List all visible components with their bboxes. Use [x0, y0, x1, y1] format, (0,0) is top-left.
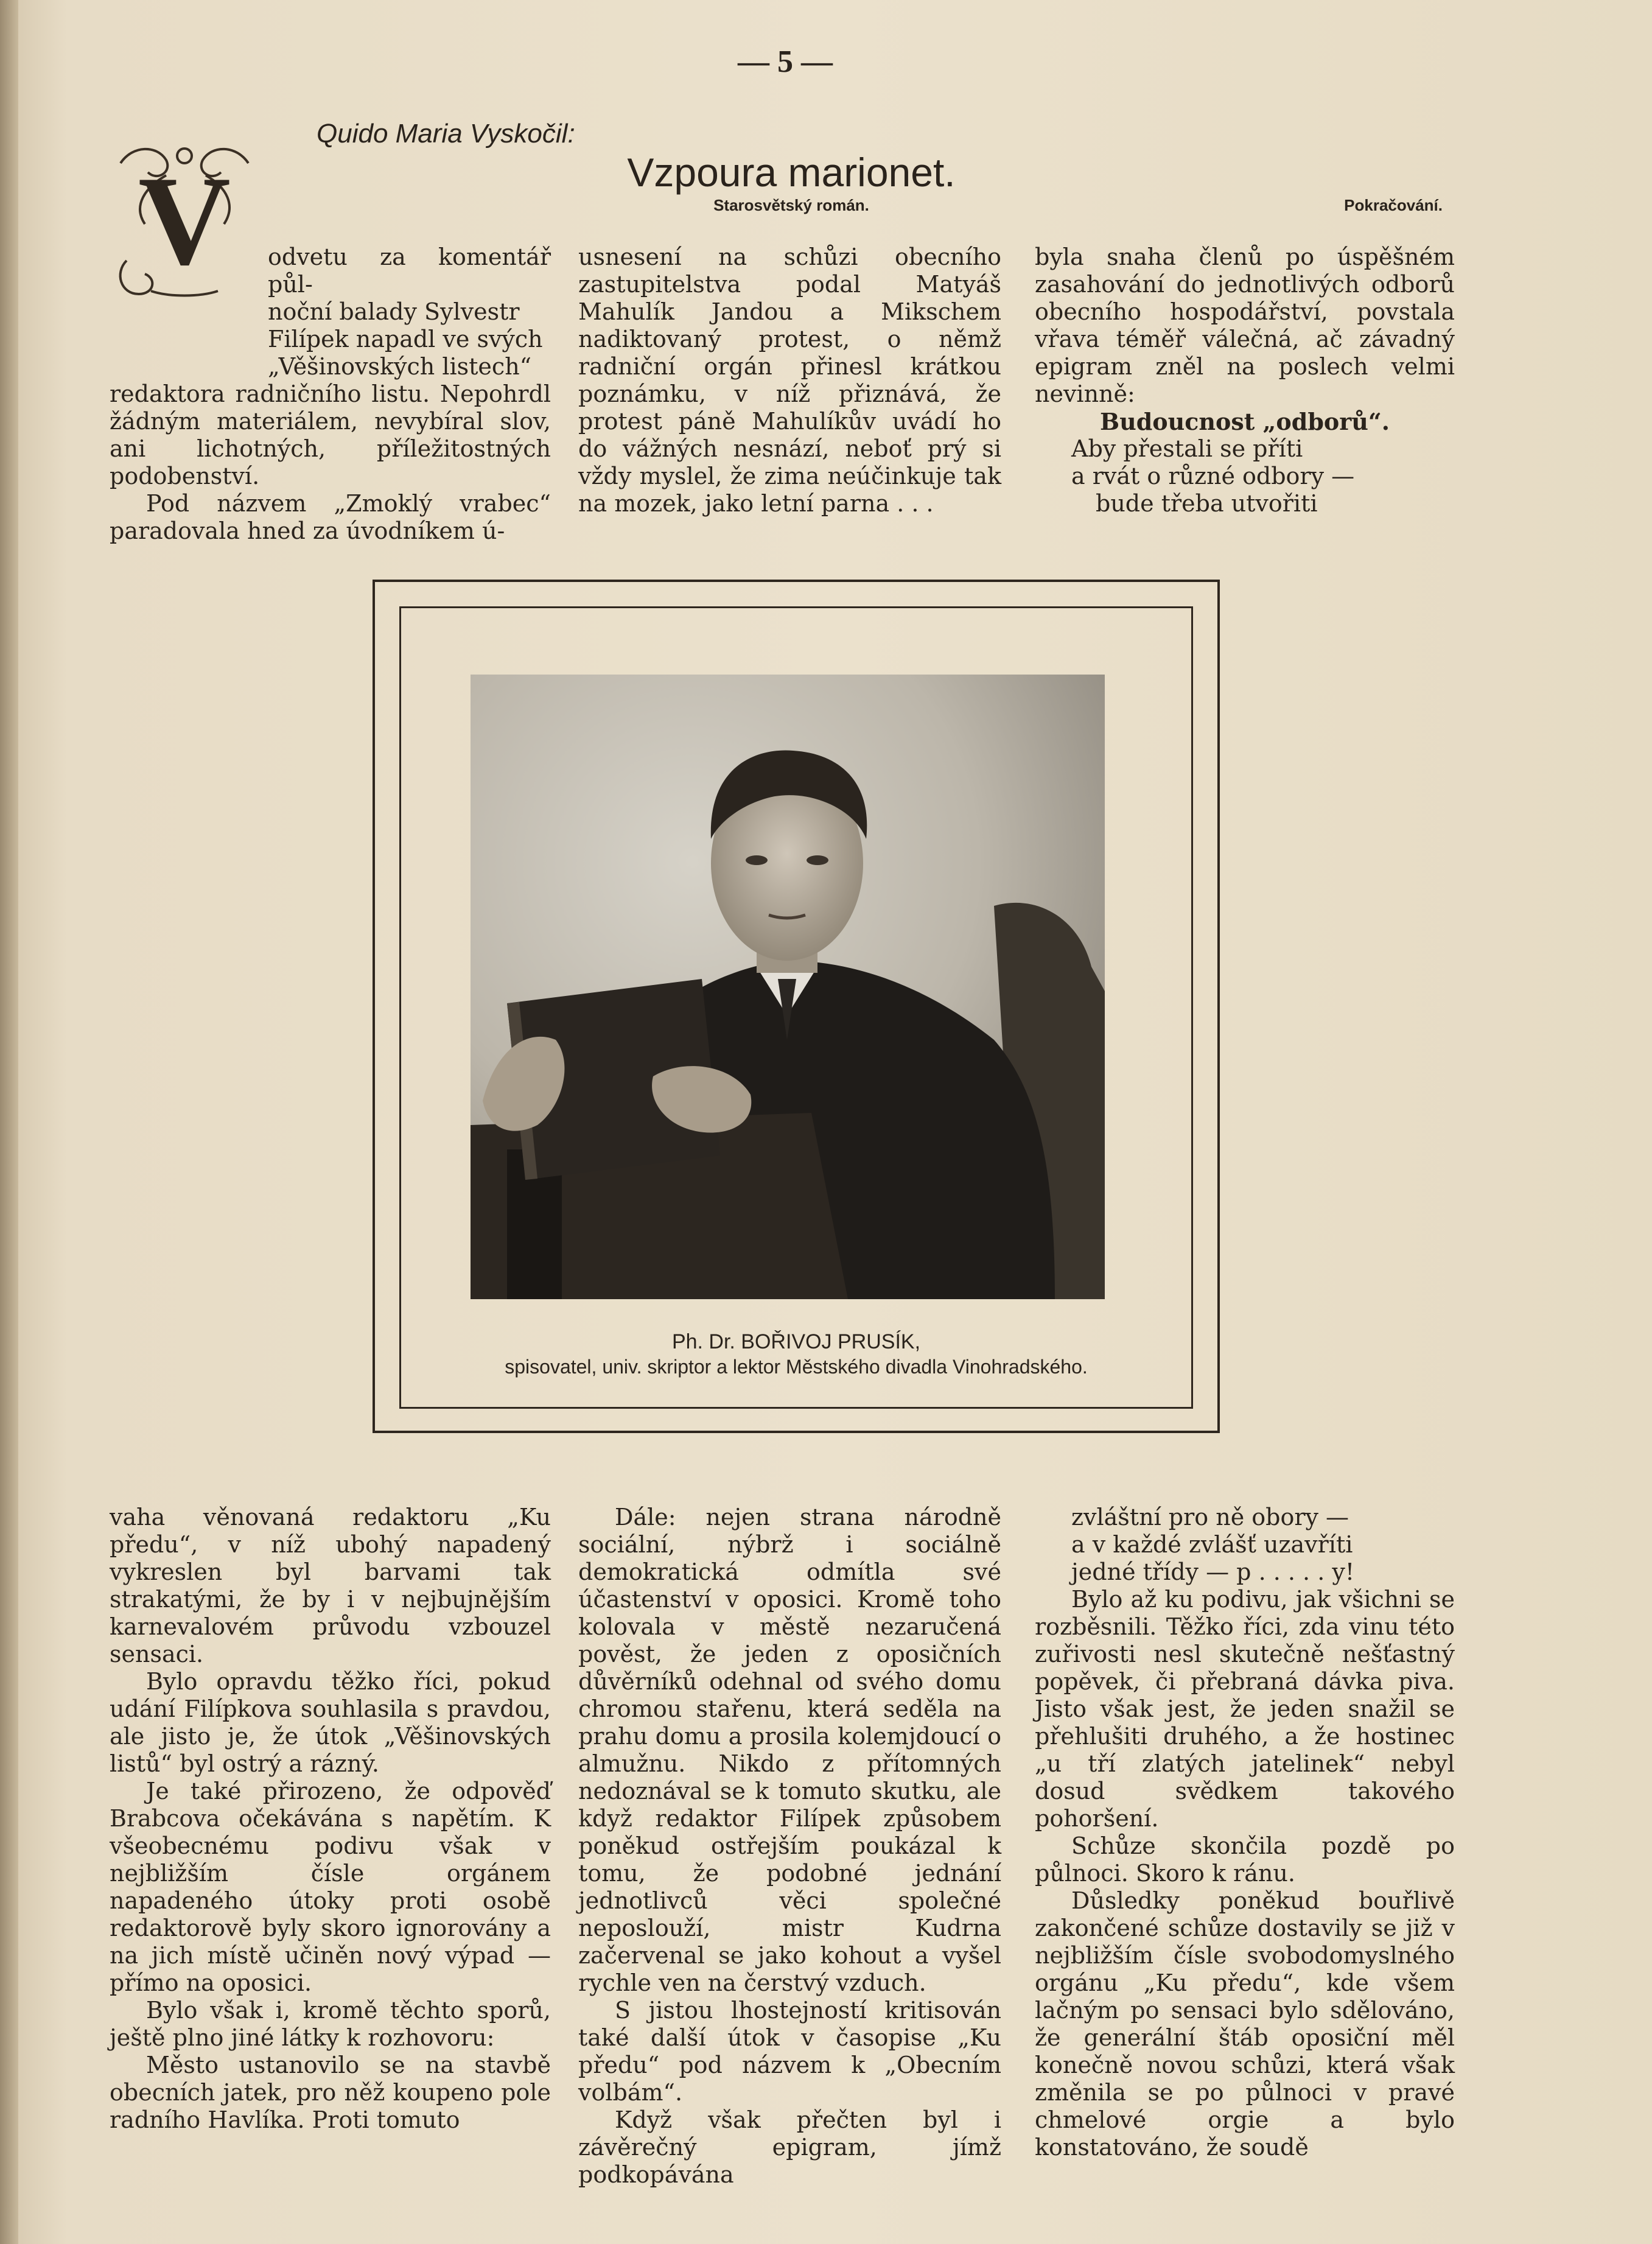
- page-number: — 5 —: [738, 44, 833, 79]
- continued-label: Pokračování.: [1344, 196, 1443, 214]
- paragraph: Když však přečten byl i závěrečný epigram, jímž podkopávána: [578, 2106, 1001, 2188]
- author-name: Quido Maria Vyskočil:: [317, 119, 575, 149]
- photo-caption-name: Ph. Dr. BOŘIVOJ PRUSÍK,: [671, 1330, 921, 1353]
- paragraph: vaha věnovaná redaktoru „Ku předu“, v níž ubohý napadený vykreslen byl barvami tak strakatými, že by i v nejbujnějším karnevalovém průvodu vzbouzel sensaci.: [110, 1504, 551, 1667]
- verse-line: a rvát o různé odbory —: [1071, 463, 1355, 489]
- paragraph: byla snaha členů po úspěšném zasahování do jednotlivých odborů obecního hospodářství, povstala vřava téměř válečná, ač závadný epigram zněl na poslech velmi nevinně:: [1035, 244, 1455, 407]
- paragraph: Bylo však i, kromě těchto sporů, ještě plno jiné látky k rozhovoru:: [110, 1997, 551, 2051]
- paragraph: Schůze skončila pozdě po půlnoci. Skoro k ránu.: [1035, 1832, 1455, 1887]
- paragraph: Pod názvem „Zmoklý vrabec“ paradovala hned za úvodníkem ú-: [110, 490, 551, 544]
- paragraph: S jistou lhostejností kritisován také další útok v časopise „Ku předu“ pod názvem k „Obecním volbám“.: [578, 1997, 1001, 2106]
- top-column-2: [578, 244, 1001, 517]
- verse-line: bude třeba utvořiti: [1096, 490, 1318, 517]
- paragraph: usnesení na schůzi obecního zastupitelstva podal Matyáš Mahulík Jandou a Mikschem nadiktovaný protest, o němž radniční orgán přinesl krátkou poznámku, v níž přiznává, že protest páně Mahulíkův uvádí ho do vážných nesnází, neboť prý si vždy myslel, že zima neúčinkuje tak na mozek, jako letní parna . . .: [578, 244, 1001, 517]
- paragraph: Bylo až ku podivu, jak všichni se rozběsnili. Těžko říci, zda vinu této zuřivosti nesl skutečně nešťastný popěvek, či přebraná dávka piva. Jisto však jest, že jeden snažil se přehlušiti druhého, a že hostinec „u tří zlatých jatelinek“ nebyl dosud svědkem takového pohoršení.: [1035, 1586, 1455, 1832]
- paragraph: Filípek napadl ve svých: [268, 326, 543, 352]
- paragraph: Dále: nejen strana národně sociální, nýbrž i sociálně demokratická odmítla své účastenství v oposici. Kromě toho kolovala v městě nezaručená pověst, že jeden z oposičních důvěrníků odehnal od svého domu chromou stařenu, která seděla na prahu domu a prosila kolemjdoucí o almužnu. Nikdo z přítomných nedoznával se k tomuto skutku, ale když redaktor Filípek způsobem poněkud ostřejším poukázal k tomu, že podobné jednání jednotlivců věci společné neposlouží, mistr Kudrna začervenal se jako kohout a vyšel rychle ven na čerstvý vzduch.: [578, 1504, 1001, 1996]
- top-column-3: [1035, 244, 1455, 517]
- verse-line: zvláštní pro ně obory —: [1071, 1504, 1349, 1530]
- portrait-photo: [471, 675, 1105, 1299]
- bottom-column-1: [110, 1504, 551, 2134]
- paragraph: Důsledky poněkud bouřlivě zakončené schůze dostavily se již v nejbližším čísle svobodomyslného orgánu „Ku předu“, kde všem lačným po sensaci bylo sdělováno, že generální štáb oposiční měl konečně novou schůzi, která však změnila se po půlnoci v pravé chmelové orgie a bylo konstatováno, že soudě: [1035, 1887, 1455, 2161]
- photo-caption-description: spisovatel, univ. skriptor a lektor Městského divadla Vinohradského.: [505, 1356, 1088, 1378]
- top-column-1: [110, 244, 551, 545]
- verse-line: jedné třídy — p . . . . . y!: [1071, 1559, 1355, 1585]
- paragraph: Bylo opravdu těžko říci, pokud udání Filípkova souhlasila s pravdou, ale jisto je, že útok „Věšinovských listů“ byl ostrý a rázný.: [110, 1668, 551, 1777]
- paragraph: „Věšinovských listech“: [268, 353, 532, 380]
- book-spine: [0, 0, 18, 2244]
- bottom-column-3: [1035, 1504, 1455, 2161]
- paragraph: redaktora radničního listu. Nepohrdl žádným materiálem, nevybíral slov, ani lichotných, příležitostných podobenství.: [110, 380, 551, 489]
- paragraph: Je také přirozeno, že odpověď Brabcova očekávána s napětím. K všeobecnému podivu však v nejbližším čísle orgánem napadeného útoky proti osobě redaktorově byly skoro ignorovány a na jich místě učiněn nový výpad — přímo na oposici.: [110, 1778, 551, 1996]
- article-title: Vzpoura marionet.: [627, 150, 956, 195]
- article-subtitle: Starosvětský román.: [713, 196, 869, 214]
- epigram-title: Budoucnost „odborů“.: [1099, 408, 1390, 435]
- paragraph: noční balady Sylvestr: [268, 298, 520, 325]
- verse-line: Aby přestali se příti: [1071, 435, 1303, 462]
- paragraph: odvetu za komentář půl-: [268, 244, 551, 298]
- verse-line: a v každé zvlášť uzavříti: [1071, 1531, 1353, 1558]
- initial-letter: V: [138, 150, 231, 292]
- bottom-column-2: [578, 1504, 1001, 2189]
- paragraph: Město ustanovilo se na stavbě obecních jatek, pro něž koupeno pole radního Havlíka. Proti tomuto: [110, 2052, 551, 2133]
